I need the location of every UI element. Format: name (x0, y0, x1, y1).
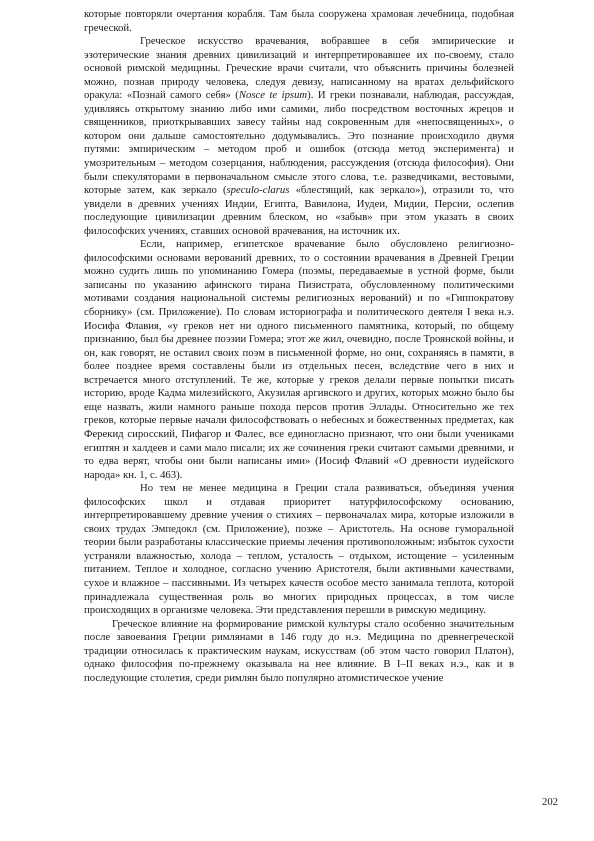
text-segment: ). И греки познавали, наблюдая, рассуждая, удивляясь открытому знанию либо ими самими, либо посредством восточных жрецов и священников, приоткрывавших завесу тайны над сокровенным для «непосвященных», о котором они дальше самостоятельно додумывались. Это познание происходило двумя путями: эмпирическим – методом проб и ошибок (отсюда метод эксперимента) и умозрительным – методом созерцания, наблюдения, рассуждения (отсюда философия). Они были спекуляторами в первоначальном смысле этого слова, т.е. разведчиками, вестовыми, которые затем, как зеркало ( (84, 89, 514, 197)
text-segment: Греческое влияние на формирование римской культуры стало особенно значительным после завоевания Греции римлянами в 146 году до н.э. Медицина по древнегреческой традиции относилась к практическим наукам, искусствам (об этом часто говорил Платон), однако философия по-прежнему оказывала на нее влияние. В I–II веках н.э., как и в последующие столетия, среди римлян было популярно атомистическое учение (84, 617, 514, 684)
page-number: 202 (541, 796, 558, 808)
text-segment: Но тем не менее медицина в Греции стала развиваться, объединяя учения философских школ и отдавая приоритет натурфилософскому основанию, интерпретировавшему древние учения о стихиях – первоначалах мира, которые изложили в своих трудах Эмпедокл (см. Приложение), позже – Аристотель. На основе гуморальной теории были разработаны классические приемы лечения противоположным: избыток сухости устраняли влажностью, холода – теплом, усталость – отдыхом, истощение – усиленным питанием. Теплое и холодное, согласно учению Аристотеля, были активными качествами, сухое и влажное – пассивными. Из четырех качеств особое место занимала теплота, которой принадлежала существенная роль во многих природных процессах, в том числе происходящих в организме человека. Эти представления перешли в римскую медицину. (84, 482, 514, 617)
paragraph (84, 35, 514, 238)
italic-phrase: Nosce te ipsum (238, 89, 308, 102)
text-segment: «блестящий, как зеркало»), отразили то, что увидели в древних учениях Индии, Египта, Вавилона, Иудеи, Мидии, Персии, ослепив последующие цивилизации древним блеском, но «забыв» при этом указать в своих философских учениях, ставших основой врачевания, на источник их. (84, 184, 514, 237)
paragraph (84, 482, 514, 617)
text-segment: Если, например, египетское врачевание было обусловлено религиозно-философскими основами верований древних, то о состоянии врачевания в Древней Греции можно судить лишь по упоминанию Гомера (поэмы, передаваемые в устной форме, были записаны по указанию афинского тирана Пизистрата, обусловленному политическими мотивами создания национальной системы религиозных верований) и по «Гиппократову сборнику» (см. Приложение). По словам историографа и политического деятеля I века н.э. Иосифа Флавия, «у греков нет ни одного письменного памятника, который, по общему признанию, был бы древнее поэзии Гомера; этот же жил, очевидно, после Троянской войны, и он, как говорят, не оставил своих поэм в письменной форме, но они, сохраняясь в памяти, в более позднее время составлены были из отдельных песен, вследствие чего в них и встречается много отступлений. Те же, которые у греков делали первые попытки писать историю, вроде Кадма милезийского, Акузилая аргивского и других, которых можно было бы еще назвать, жили намного раньше похода персов против Эллады. Относительно же тех греков, которые первые начали философствовать о небесных и божественных предметах, как Ферекид сиросский, Пифагор и Фалес, все единогласно признают, что они были учениками египтян и халдеев и сами мало писали; их же сочинения греки считают самыми древними, и то едва верят, чтобы они были написаны ими» (Иосиф Флавий «О древности иудейского народа» кн. 1, с. 463). (84, 238, 514, 481)
text-segment: которые повторяли очертания корабля. Там была сооружена храмовая лечебница, подобная греческой. (84, 8, 514, 34)
paragraph (84, 238, 514, 482)
italic-phrase: speculo-clarus (226, 184, 290, 197)
page-body (84, 8, 514, 685)
paragraph (84, 618, 514, 686)
text-segment: Греческое искусство врачевания, вобравшее в себя эмпирические и эзотерические знания древних цивилизаций и интерпретировавшее их по-своему, стало основой римской медицины. Греческие врачи считали, что объяснить причины болезней можно, познав природу человека, следуя девизу, написанному на вратах дельфийского оракула: «Познай самого себя» ( (84, 35, 514, 102)
paragraph (84, 8, 514, 35)
